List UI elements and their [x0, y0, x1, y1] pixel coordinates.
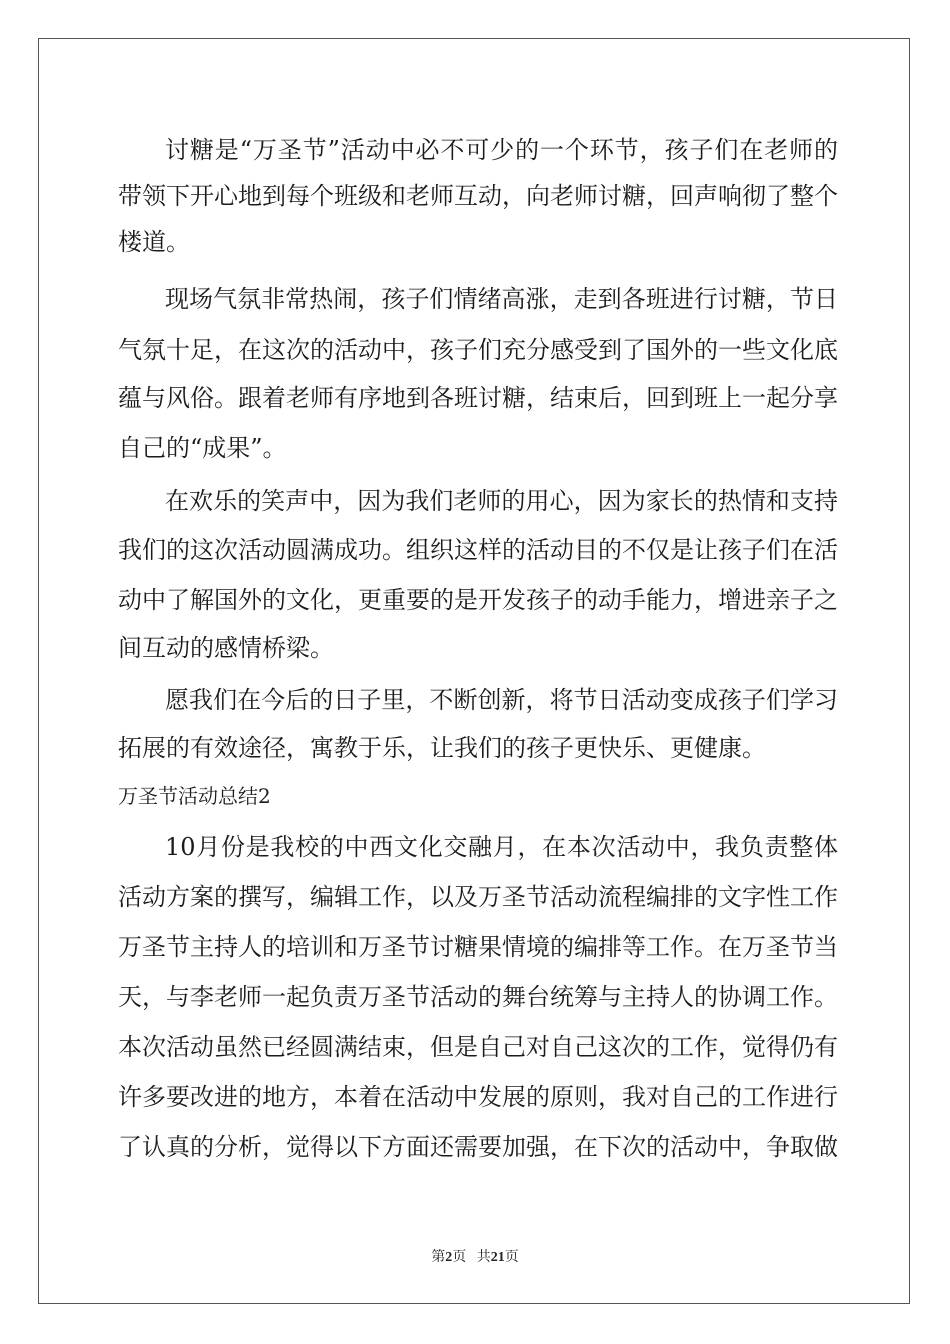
paragraph-4-line-1: 愿我们在今后的日子里，不断创新，将节日活动变成孩子们学习	[165, 686, 838, 714]
page-footer	[0, 1246, 950, 1266]
paragraph-5-line-7: 了认真的分析，觉得以下方面还需要加强，在下次的活动中，争取做	[118, 1133, 838, 1161]
paragraph-2-line-1: 现场气氛非常热闹，孩子们情绪高涨，走到各班进行讨糖，节日	[165, 285, 838, 313]
paragraph-2-line-4: 自己的“成果”。	[118, 434, 287, 462]
section-heading: 万圣节活动总结2	[118, 784, 271, 808]
paragraph-5-line-3: 万圣节主持人的培训和万圣节讨糖果情境的编排等工作。在万圣节当	[118, 933, 838, 961]
total-pages: 21	[490, 1250, 505, 1265]
paragraph-1-line-2: 带领下开心地到每个班级和老师互动，向老师讨糖，回声响彻了整个	[118, 182, 838, 210]
paragraph-3-line-2: 我们的这次活动圆满成功。组织这样的活动目的不仅是让孩子们在活	[118, 536, 838, 564]
paragraph-5-line-1: 10月份是我校的中西文化交融月，在本次活动中，我负责整体	[165, 833, 838, 861]
paragraph-1-line-3: 楼道。	[118, 228, 190, 256]
paragraph-5-line-5: 本次活动虽然已经圆满结束，但是自己对自己这次的工作，觉得仍有	[118, 1033, 838, 1061]
page-prefix: 第	[431, 1250, 446, 1265]
paragraph-3-line-3: 动中了解国外的文化，更重要的是开发孩子的动手能力，增进亲子之	[118, 586, 838, 614]
total-suffix: 页	[504, 1250, 519, 1265]
paragraph-2-line-2: 气氛十足，在这次的活动中，孩子们充分感受到了国外的一些文化底	[118, 336, 838, 364]
page-number: 2	[445, 1250, 453, 1265]
paragraph-5-line-6: 许多要改进的地方，本着在活动中发展的原则，我对自己的工作进行	[118, 1083, 838, 1111]
paragraph-1-line-1: 讨糖是“万圣节”活动中必不可少的一个环节，孩子们在老师的	[165, 136, 838, 164]
total-prefix: 共	[476, 1250, 491, 1265]
paragraph-3-line-4: 间互动的感情桥梁。	[118, 634, 334, 662]
page-suffix: 页	[452, 1250, 467, 1265]
paragraph-5-line-2: 活动方案的撰写，编辑工作，以及万圣节活动流程编排的文字性工作	[118, 883, 838, 911]
paragraph-5-line-4: 天，与李老师一起负责万圣节活动的舞台统筹与主持人的协调工作。	[118, 983, 838, 1011]
paragraph-4-line-2: 拓展的有效途径，寓教于乐，让我们的孩子更快乐、更健康。	[118, 734, 766, 762]
paragraph-2-line-3: 蕴与风俗。跟着老师有序地到各班讨糖，结束后，回到班上一起分享	[118, 384, 838, 412]
paragraph-3-line-1: 在欢乐的笑声中，因为我们老师的用心，因为家长的热情和支持	[165, 487, 838, 515]
